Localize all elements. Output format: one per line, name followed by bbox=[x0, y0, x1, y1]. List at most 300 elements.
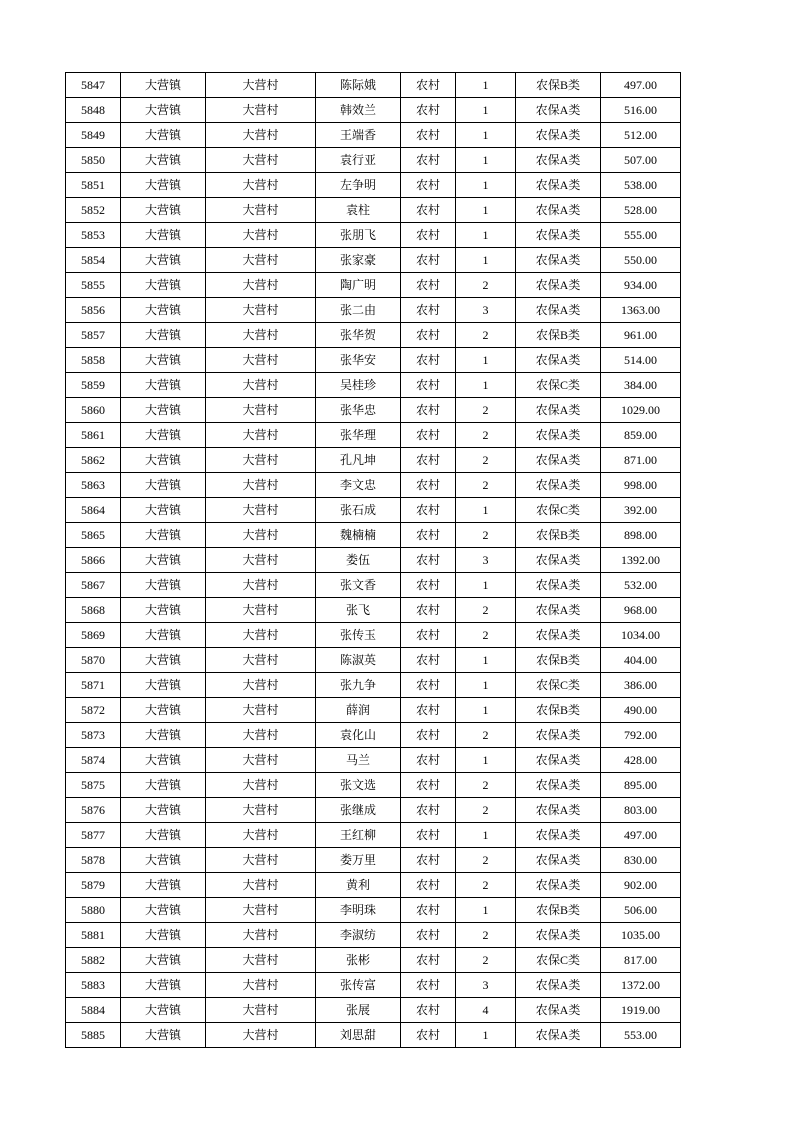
table-cell-count: 1 bbox=[456, 348, 516, 373]
table-cell-count: 1 bbox=[456, 73, 516, 98]
table-cell-name: 张传玉 bbox=[316, 623, 401, 648]
table-row bbox=[66, 298, 681, 323]
table-cell-category: 农保A类 bbox=[516, 598, 601, 623]
table-cell-id: 5865 bbox=[66, 523, 121, 548]
table-cell-residence: 农村 bbox=[401, 298, 456, 323]
table-cell-village: 大营村 bbox=[206, 798, 316, 823]
table-cell-town: 大营镇 bbox=[121, 348, 206, 373]
table-row bbox=[66, 723, 681, 748]
table-cell-town: 大营镇 bbox=[121, 648, 206, 673]
table-cell-amount: 528.00 bbox=[601, 198, 681, 223]
table-cell-count: 1 bbox=[456, 648, 516, 673]
table-cell-id: 5864 bbox=[66, 498, 121, 523]
table-cell-category: 农保A类 bbox=[516, 823, 601, 848]
table-cell-count: 1 bbox=[456, 98, 516, 123]
table-cell-category: 农保A类 bbox=[516, 98, 601, 123]
table-cell-category: 农保A类 bbox=[516, 923, 601, 948]
table-cell-amount: 386.00 bbox=[601, 673, 681, 698]
table-cell-count: 1 bbox=[456, 823, 516, 848]
table-row bbox=[66, 373, 681, 398]
table-cell-village: 大营村 bbox=[206, 548, 316, 573]
table-cell-village: 大营村 bbox=[206, 98, 316, 123]
table-cell-town: 大营镇 bbox=[121, 298, 206, 323]
table-cell-village: 大营村 bbox=[206, 423, 316, 448]
table-cell-residence: 农村 bbox=[401, 948, 456, 973]
table-cell-category: 农保A类 bbox=[516, 273, 601, 298]
table-cell-amount: 1034.00 bbox=[601, 623, 681, 648]
table-cell-count: 3 bbox=[456, 973, 516, 998]
table-cell-category: 农保A类 bbox=[516, 173, 601, 198]
table-cell-count: 1 bbox=[456, 673, 516, 698]
table-cell-category: 农保B类 bbox=[516, 523, 601, 548]
table-cell-town: 大营镇 bbox=[121, 948, 206, 973]
table-cell-id: 5874 bbox=[66, 748, 121, 773]
table-cell-id: 5850 bbox=[66, 148, 121, 173]
table-cell-amount: 507.00 bbox=[601, 148, 681, 173]
table-cell-id: 5883 bbox=[66, 973, 121, 998]
table-row bbox=[66, 173, 681, 198]
table-cell-id: 5859 bbox=[66, 373, 121, 398]
table-cell-village: 大营村 bbox=[206, 598, 316, 623]
table-cell-village: 大营村 bbox=[206, 823, 316, 848]
table-cell-town: 大营镇 bbox=[121, 198, 206, 223]
table-cell-id: 5852 bbox=[66, 198, 121, 223]
table-cell-count: 1 bbox=[456, 173, 516, 198]
table-cell-category: 农保A类 bbox=[516, 448, 601, 473]
table-cell-amount: 392.00 bbox=[601, 498, 681, 523]
table-cell-category: 农保B类 bbox=[516, 698, 601, 723]
table-cell-village: 大营村 bbox=[206, 623, 316, 648]
table-cell-name: 张飞 bbox=[316, 598, 401, 623]
table-cell-residence: 农村 bbox=[401, 523, 456, 548]
table-cell-town: 大营镇 bbox=[121, 473, 206, 498]
table-cell-name: 韩效兰 bbox=[316, 98, 401, 123]
table-cell-name: 张华安 bbox=[316, 348, 401, 373]
table-cell-id: 5869 bbox=[66, 623, 121, 648]
table-cell-count: 1 bbox=[456, 1023, 516, 1048]
table-cell-town: 大营镇 bbox=[121, 523, 206, 548]
table-cell-amount: 871.00 bbox=[601, 448, 681, 473]
table-row bbox=[66, 673, 681, 698]
table-cell-count: 2 bbox=[456, 798, 516, 823]
table-cell-category: 农保A类 bbox=[516, 573, 601, 598]
table-cell-id: 5879 bbox=[66, 873, 121, 898]
table-row bbox=[66, 648, 681, 673]
table-cell-count: 2 bbox=[456, 598, 516, 623]
table-cell-amount: 1392.00 bbox=[601, 548, 681, 573]
table-cell-count: 1 bbox=[456, 198, 516, 223]
table-cell-id: 5877 bbox=[66, 823, 121, 848]
table-cell-id: 5854 bbox=[66, 248, 121, 273]
table-cell-count: 2 bbox=[456, 848, 516, 873]
table-cell-category: 农保B类 bbox=[516, 73, 601, 98]
table-row bbox=[66, 123, 681, 148]
table-cell-id: 5861 bbox=[66, 423, 121, 448]
table-row bbox=[66, 348, 681, 373]
table-cell-name: 李文忠 bbox=[316, 473, 401, 498]
table-cell-count: 2 bbox=[456, 623, 516, 648]
table-cell-residence: 农村 bbox=[401, 448, 456, 473]
table-cell-residence: 农村 bbox=[401, 673, 456, 698]
table-cell-category: 农保A类 bbox=[516, 298, 601, 323]
table-cell-village: 大营村 bbox=[206, 148, 316, 173]
table-row bbox=[66, 223, 681, 248]
table-cell-id: 5862 bbox=[66, 448, 121, 473]
table-cell-amount: 384.00 bbox=[601, 373, 681, 398]
table-cell-category: 农保A类 bbox=[516, 1023, 601, 1048]
table-cell-name: 王端香 bbox=[316, 123, 401, 148]
table-cell-id: 5873 bbox=[66, 723, 121, 748]
table-row bbox=[66, 598, 681, 623]
table-cell-id: 5853 bbox=[66, 223, 121, 248]
table-cell-amount: 817.00 bbox=[601, 948, 681, 973]
table-cell-id: 5866 bbox=[66, 548, 121, 573]
table-cell-name: 张展 bbox=[316, 998, 401, 1023]
table-cell-residence: 农村 bbox=[401, 648, 456, 673]
table-cell-residence: 农村 bbox=[401, 823, 456, 848]
table-cell-count: 3 bbox=[456, 548, 516, 573]
table-cell-amount: 1363.00 bbox=[601, 298, 681, 323]
table-cell-amount: 859.00 bbox=[601, 423, 681, 448]
table-cell-id: 5848 bbox=[66, 98, 121, 123]
table-cell-category: 农保A类 bbox=[516, 748, 601, 773]
table-cell-name: 张继成 bbox=[316, 798, 401, 823]
table-cell-category: 农保A类 bbox=[516, 723, 601, 748]
table-cell-amount: 830.00 bbox=[601, 848, 681, 873]
table-cell-residence: 农村 bbox=[401, 873, 456, 898]
table-cell-id: 5860 bbox=[66, 398, 121, 423]
table-cell-town: 大营镇 bbox=[121, 1023, 206, 1048]
table-cell-town: 大营镇 bbox=[121, 323, 206, 348]
table-cell-town: 大营镇 bbox=[121, 773, 206, 798]
table-cell-residence: 农村 bbox=[401, 698, 456, 723]
table-row bbox=[66, 773, 681, 798]
table-cell-amount: 514.00 bbox=[601, 348, 681, 373]
table-cell-village: 大营村 bbox=[206, 723, 316, 748]
table-row bbox=[66, 998, 681, 1023]
table-cell-id: 5855 bbox=[66, 273, 121, 298]
table-row bbox=[66, 398, 681, 423]
table-cell-residence: 农村 bbox=[401, 123, 456, 148]
table-cell-count: 2 bbox=[456, 523, 516, 548]
table-cell-category: 农保A类 bbox=[516, 198, 601, 223]
table-cell-name: 吴桂珍 bbox=[316, 373, 401, 398]
table-cell-name: 娄伍 bbox=[316, 548, 401, 573]
table-cell-amount: 934.00 bbox=[601, 273, 681, 298]
table-cell-amount: 1029.00 bbox=[601, 398, 681, 423]
table-cell-name: 张华忠 bbox=[316, 398, 401, 423]
table-cell-category: 农保A类 bbox=[516, 123, 601, 148]
table-cell-name: 左争明 bbox=[316, 173, 401, 198]
table-cell-town: 大营镇 bbox=[121, 123, 206, 148]
table-cell-amount: 555.00 bbox=[601, 223, 681, 248]
table-cell-residence: 农村 bbox=[401, 98, 456, 123]
table-cell-village: 大营村 bbox=[206, 898, 316, 923]
table-cell-id: 5858 bbox=[66, 348, 121, 373]
table-cell-name: 魏楠楠 bbox=[316, 523, 401, 548]
table-cell-town: 大营镇 bbox=[121, 148, 206, 173]
table-cell-category: 农保A类 bbox=[516, 623, 601, 648]
table-cell-amount: 998.00 bbox=[601, 473, 681, 498]
table-cell-village: 大营村 bbox=[206, 173, 316, 198]
table-cell-amount: 1372.00 bbox=[601, 973, 681, 998]
table-cell-count: 1 bbox=[456, 223, 516, 248]
table-cell-town: 大营镇 bbox=[121, 98, 206, 123]
table-cell-town: 大营镇 bbox=[121, 423, 206, 448]
table-cell-category: 农保A类 bbox=[516, 973, 601, 998]
table-cell-count: 2 bbox=[456, 948, 516, 973]
table-cell-amount: 550.00 bbox=[601, 248, 681, 273]
table-cell-village: 大营村 bbox=[206, 948, 316, 973]
table-cell-name: 张朋飞 bbox=[316, 223, 401, 248]
table-cell-category: 农保A类 bbox=[516, 848, 601, 873]
table-cell-count: 1 bbox=[456, 898, 516, 923]
table-cell-town: 大营镇 bbox=[121, 873, 206, 898]
table-cell-residence: 农村 bbox=[401, 773, 456, 798]
table-cell-category: 农保A类 bbox=[516, 998, 601, 1023]
table-cell-id: 5878 bbox=[66, 848, 121, 873]
table-cell-id: 5881 bbox=[66, 923, 121, 948]
table-cell-village: 大营村 bbox=[206, 848, 316, 873]
table-cell-village: 大营村 bbox=[206, 198, 316, 223]
table-cell-town: 大营镇 bbox=[121, 748, 206, 773]
table-row bbox=[66, 523, 681, 548]
table-row bbox=[66, 473, 681, 498]
table-cell-id: 5872 bbox=[66, 698, 121, 723]
table-cell-amount: 792.00 bbox=[601, 723, 681, 748]
table-cell-id: 5885 bbox=[66, 1023, 121, 1048]
table-cell-village: 大营村 bbox=[206, 773, 316, 798]
table-cell-residence: 农村 bbox=[401, 923, 456, 948]
table-cell-category: 农保A类 bbox=[516, 473, 601, 498]
table-body bbox=[66, 73, 681, 1048]
table-cell-village: 大营村 bbox=[206, 573, 316, 598]
table-cell-category: 农保A类 bbox=[516, 798, 601, 823]
table-row bbox=[66, 448, 681, 473]
table-cell-category: 农保A类 bbox=[516, 548, 601, 573]
table-cell-residence: 农村 bbox=[401, 848, 456, 873]
table-cell-name: 袁化山 bbox=[316, 723, 401, 748]
table-cell-residence: 农村 bbox=[401, 548, 456, 573]
table-cell-residence: 农村 bbox=[401, 148, 456, 173]
table-cell-count: 2 bbox=[456, 448, 516, 473]
table-cell-id: 5857 bbox=[66, 323, 121, 348]
table-row bbox=[66, 698, 681, 723]
table-cell-id: 5863 bbox=[66, 473, 121, 498]
table-cell-village: 大营村 bbox=[206, 673, 316, 698]
table-cell-town: 大营镇 bbox=[121, 798, 206, 823]
table-cell-category: 农保A类 bbox=[516, 223, 601, 248]
table-cell-residence: 农村 bbox=[401, 373, 456, 398]
table-cell-residence: 农村 bbox=[401, 573, 456, 598]
table-cell-id: 5849 bbox=[66, 123, 121, 148]
table-cell-name: 李明珠 bbox=[316, 898, 401, 923]
table-cell-town: 大营镇 bbox=[121, 673, 206, 698]
table-row bbox=[66, 248, 681, 273]
table-cell-id: 5876 bbox=[66, 798, 121, 823]
table-cell-town: 大营镇 bbox=[121, 898, 206, 923]
table-cell-town: 大营镇 bbox=[121, 848, 206, 873]
table-cell-amount: 516.00 bbox=[601, 98, 681, 123]
table-row bbox=[66, 573, 681, 598]
table-row bbox=[66, 423, 681, 448]
table-cell-name: 陈淑英 bbox=[316, 648, 401, 673]
table-cell-village: 大营村 bbox=[206, 323, 316, 348]
table-cell-village: 大营村 bbox=[206, 748, 316, 773]
table-cell-name: 马兰 bbox=[316, 748, 401, 773]
table-cell-residence: 农村 bbox=[401, 348, 456, 373]
table-cell-town: 大营镇 bbox=[121, 498, 206, 523]
table-cell-count: 2 bbox=[456, 273, 516, 298]
table-cell-id: 5851 bbox=[66, 173, 121, 198]
table-cell-amount: 538.00 bbox=[601, 173, 681, 198]
table-row bbox=[66, 973, 681, 998]
table-cell-name: 张家豪 bbox=[316, 248, 401, 273]
table-cell-name: 张彬 bbox=[316, 948, 401, 973]
table-cell-id: 5871 bbox=[66, 673, 121, 698]
table-cell-town: 大营镇 bbox=[121, 698, 206, 723]
table-cell-category: 农保A类 bbox=[516, 398, 601, 423]
table-cell-amount: 803.00 bbox=[601, 798, 681, 823]
table-row bbox=[66, 823, 681, 848]
table-cell-village: 大营村 bbox=[206, 73, 316, 98]
table-cell-name: 陈际娥 bbox=[316, 73, 401, 98]
table-cell-count: 1 bbox=[456, 148, 516, 173]
table-cell-residence: 农村 bbox=[401, 173, 456, 198]
table-cell-amount: 506.00 bbox=[601, 898, 681, 923]
table-cell-village: 大营村 bbox=[206, 248, 316, 273]
table-cell-category: 农保A类 bbox=[516, 773, 601, 798]
table-cell-town: 大营镇 bbox=[121, 373, 206, 398]
table-cell-count: 3 bbox=[456, 298, 516, 323]
table-cell-residence: 农村 bbox=[401, 423, 456, 448]
table-cell-town: 大营镇 bbox=[121, 548, 206, 573]
table-cell-town: 大营镇 bbox=[121, 598, 206, 623]
table-cell-name: 张文香 bbox=[316, 573, 401, 598]
table-cell-residence: 农村 bbox=[401, 1023, 456, 1048]
table-cell-count: 1 bbox=[456, 573, 516, 598]
table-cell-name: 孔凡坤 bbox=[316, 448, 401, 473]
table-cell-amount: 895.00 bbox=[601, 773, 681, 798]
table-row bbox=[66, 848, 681, 873]
table-cell-village: 大营村 bbox=[206, 998, 316, 1023]
table-row bbox=[66, 1023, 681, 1048]
table-cell-name: 张传富 bbox=[316, 973, 401, 998]
table-cell-village: 大营村 bbox=[206, 523, 316, 548]
table-cell-name: 张九争 bbox=[316, 673, 401, 698]
table-cell-town: 大营镇 bbox=[121, 723, 206, 748]
table-row bbox=[66, 98, 681, 123]
table-cell-town: 大营镇 bbox=[121, 973, 206, 998]
table-cell-category: 农保A类 bbox=[516, 148, 601, 173]
table-cell-id: 5867 bbox=[66, 573, 121, 598]
table-cell-id: 5880 bbox=[66, 898, 121, 923]
table-cell-residence: 农村 bbox=[401, 623, 456, 648]
table-cell-town: 大营镇 bbox=[121, 923, 206, 948]
table-cell-residence: 农村 bbox=[401, 898, 456, 923]
table-cell-id: 5847 bbox=[66, 73, 121, 98]
table-cell-village: 大营村 bbox=[206, 448, 316, 473]
table-cell-name: 张文选 bbox=[316, 773, 401, 798]
table-row bbox=[66, 273, 681, 298]
table-cell-count: 1 bbox=[456, 498, 516, 523]
table-cell-name: 王红柳 bbox=[316, 823, 401, 848]
table-cell-count: 4 bbox=[456, 998, 516, 1023]
table-cell-village: 大营村 bbox=[206, 298, 316, 323]
table-cell-village: 大营村 bbox=[206, 348, 316, 373]
table-row bbox=[66, 498, 681, 523]
table-cell-category: 农保C类 bbox=[516, 673, 601, 698]
table-cell-residence: 农村 bbox=[401, 798, 456, 823]
table-cell-id: 5882 bbox=[66, 948, 121, 973]
table-cell-residence: 农村 bbox=[401, 498, 456, 523]
table-cell-category: 农保A类 bbox=[516, 873, 601, 898]
table-cell-residence: 农村 bbox=[401, 323, 456, 348]
table-cell-village: 大营村 bbox=[206, 498, 316, 523]
table-cell-amount: 898.00 bbox=[601, 523, 681, 548]
table-cell-count: 2 bbox=[456, 923, 516, 948]
table-cell-town: 大营镇 bbox=[121, 998, 206, 1023]
table-cell-name: 张华贺 bbox=[316, 323, 401, 348]
table-row bbox=[66, 798, 681, 823]
table-cell-village: 大营村 bbox=[206, 873, 316, 898]
table-cell-name: 张二由 bbox=[316, 298, 401, 323]
table-cell-amount: 490.00 bbox=[601, 698, 681, 723]
table-cell-category: 农保A类 bbox=[516, 348, 601, 373]
table-cell-name: 陶广明 bbox=[316, 273, 401, 298]
table-row bbox=[66, 898, 681, 923]
table-cell-town: 大营镇 bbox=[121, 823, 206, 848]
table-cell-id: 5875 bbox=[66, 773, 121, 798]
table-cell-name: 张华理 bbox=[316, 423, 401, 448]
table-cell-amount: 553.00 bbox=[601, 1023, 681, 1048]
table-cell-id: 5870 bbox=[66, 648, 121, 673]
table-cell-residence: 农村 bbox=[401, 198, 456, 223]
table-row bbox=[66, 148, 681, 173]
table-cell-count: 1 bbox=[456, 373, 516, 398]
table-cell-village: 大营村 bbox=[206, 373, 316, 398]
table-cell-amount: 497.00 bbox=[601, 73, 681, 98]
table-cell-count: 2 bbox=[456, 323, 516, 348]
table-cell-village: 大营村 bbox=[206, 973, 316, 998]
table-cell-count: 2 bbox=[456, 398, 516, 423]
table-row bbox=[66, 73, 681, 98]
table-cell-amount: 968.00 bbox=[601, 598, 681, 623]
table-row bbox=[66, 548, 681, 573]
payment-roster-table bbox=[65, 72, 681, 1048]
table-cell-amount: 902.00 bbox=[601, 873, 681, 898]
table-row bbox=[66, 623, 681, 648]
table-row bbox=[66, 748, 681, 773]
table-cell-amount: 1035.00 bbox=[601, 923, 681, 948]
table-cell-village: 大营村 bbox=[206, 698, 316, 723]
table-cell-village: 大营村 bbox=[206, 273, 316, 298]
table-cell-village: 大营村 bbox=[206, 648, 316, 673]
table-cell-village: 大营村 bbox=[206, 398, 316, 423]
table-cell-name: 刘思甜 bbox=[316, 1023, 401, 1048]
table-cell-village: 大营村 bbox=[206, 923, 316, 948]
table-cell-amount: 961.00 bbox=[601, 323, 681, 348]
table-cell-town: 大营镇 bbox=[121, 448, 206, 473]
table-cell-village: 大营村 bbox=[206, 223, 316, 248]
table-cell-amount: 512.00 bbox=[601, 123, 681, 148]
table-cell-category: 农保A类 bbox=[516, 248, 601, 273]
table-cell-amount: 428.00 bbox=[601, 748, 681, 773]
table-cell-category: 农保C类 bbox=[516, 373, 601, 398]
table-cell-category: 农保B类 bbox=[516, 898, 601, 923]
table-cell-count: 1 bbox=[456, 123, 516, 148]
table-cell-id: 5868 bbox=[66, 598, 121, 623]
